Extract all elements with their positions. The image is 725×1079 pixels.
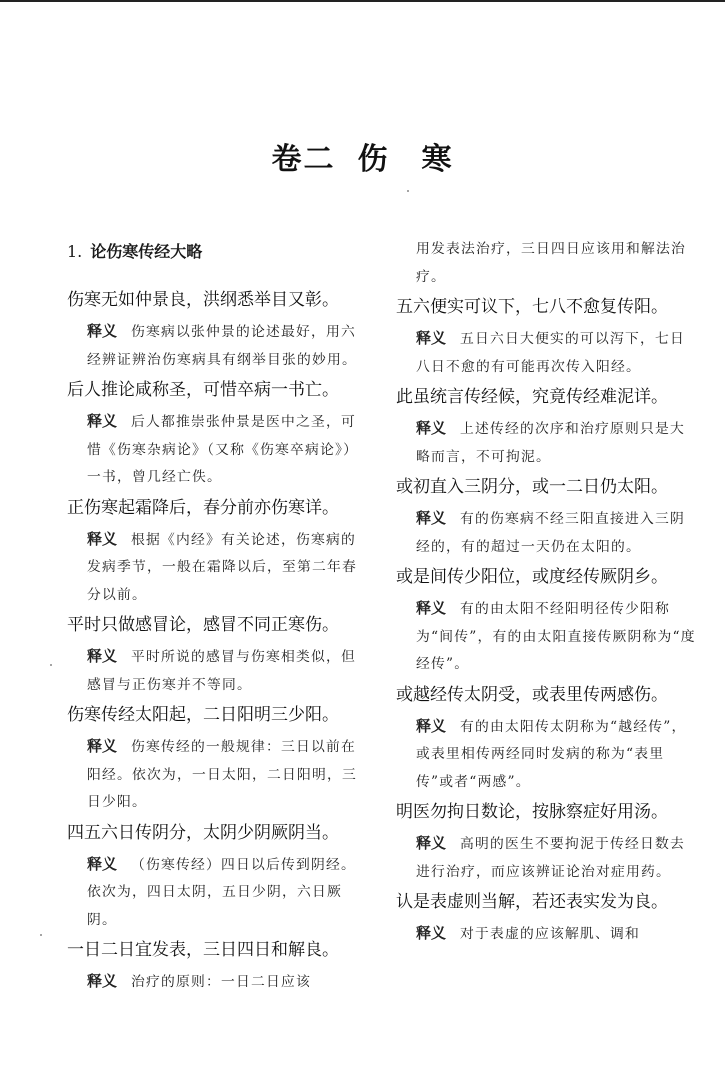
section-number: 1.	[67, 242, 83, 261]
verse-line: 四五六日传阴分，太阴少阴厥阴当。	[67, 822, 339, 843]
explanation-label: 释义	[416, 509, 447, 527]
explanation-label: 释义	[87, 529, 118, 548]
explanation-continuation: 用发表法治疗，三日四日应该用和解法治疗。	[416, 241, 686, 285]
explanation	[67, 643, 367, 699]
explanation-text: 治疗的原则：一日二日应该	[131, 974, 311, 990]
explanation	[396, 830, 696, 886]
explanation-label: 释义	[416, 716, 447, 735]
explanation	[396, 325, 696, 381]
verse-line: 一日二日宜发表，三日四日和解良。	[67, 940, 339, 960]
explanation-label: 释义	[87, 854, 118, 873]
verse-line: 认是表虚则当解，若还表实发为良。	[396, 892, 668, 912]
verse-line: 正伤寒起霜降后，春分前亦伤寒详。	[67, 497, 339, 518]
explanation-text: 伤寒传经的一般规律：三日以前在阳经。依次为，一日太阳，二日阳明，三日少阳。	[87, 739, 357, 810]
explanation-label: 释义	[416, 419, 447, 437]
explanation	[67, 851, 367, 935]
explanation	[396, 415, 696, 471]
explanation	[396, 505, 696, 561]
explanation	[67, 318, 367, 374]
explanation-text: 对于表虚的应该解肌、调和	[460, 926, 640, 942]
chapter-name: 伤 寒	[357, 142, 454, 177]
chapter-number: 卷二	[271, 142, 336, 177]
explanation-text: 根据《内经》有关论述，伤寒病的发病季节，一般在霜降以后，至第二年春分以前。	[87, 531, 357, 603]
explanation	[396, 713, 696, 797]
verse-line: 此虽统言传经候，究竟传经难泥详。	[396, 387, 668, 407]
verse-line: 后人推论咸称圣，可惜卒病一书亡。	[67, 380, 339, 400]
explanation-text: 后人都推崇张仲景是医中之圣，可惜《伤寒杂病论》（又称《伤寒卒病论》）一书，曾几经亡佚。	[87, 414, 359, 485]
explanation-label: 释义	[87, 322, 118, 340]
explanation-text: 有的由太阳传太阴称为“越经传”，或表里相传两经同时发病的称为“表里传”或者“两感”。	[416, 718, 687, 790]
verse-line: 五六便实可议下，七八不愈复传阳。	[396, 297, 668, 317]
explanation-label: 释义	[87, 737, 118, 755]
explanation	[67, 408, 367, 492]
explanation	[67, 968, 367, 997]
explanation-label: 释义	[416, 599, 447, 617]
scan-speck	[40, 934, 42, 936]
verse-line: 平时只做感冒论，感冒不同正寒伤。	[67, 615, 339, 635]
explanation	[396, 595, 696, 679]
explanation-text: 伤寒病以张仲景的论述最好，用六经辨证辨治伤寒病具有纲举目张的妙用。	[87, 324, 357, 368]
right-column	[396, 236, 696, 953]
explanation-text: 平时所说的感冒与伤寒相类似，但感冒与正伤寒并不等同。	[87, 649, 356, 693]
section-heading	[67, 242, 367, 262]
explanation	[67, 733, 367, 817]
explanation-text: 上述传经的次序和治疗原则只是大略而言，不可拘泥。	[416, 421, 685, 465]
chapter-title	[0, 134, 725, 178]
left-column	[67, 236, 367, 1001]
explanation-text: 有的伤寒病不经三阳直接进入三阴经的，有的超过一天仍在太阳的。	[416, 511, 685, 555]
verse-line: 伤寒传经太阳起，二日阳明三少阳。	[67, 705, 339, 725]
explanation-label: 释义	[416, 834, 447, 852]
verse-line: 明医勿拘日数论，按脉察症好用汤。	[396, 802, 668, 822]
scan-speck	[50, 664, 52, 666]
explanation-label: 释义	[416, 924, 447, 942]
explanation-label: 释义	[416, 329, 447, 347]
explanation-text: 五日六日大便实的可以泻下，七日八日不愈的有可能再次传入阳经。	[416, 331, 685, 375]
explanation-text: 有的由太阳不经阳明径传少阳称为“间传”，有的由太阳直接传厥阴称为“度经传”。	[416, 601, 696, 672]
verse-line: 或越经传太阴受，或表里传两感伤。	[396, 684, 668, 705]
explanation	[396, 920, 696, 949]
explanation-label: 释义	[87, 972, 118, 990]
explanation-label: 释义	[87, 412, 118, 430]
verse-line: 伤寒无如仲景良，洪纲悉举目又彰。	[67, 290, 339, 310]
verse-line: 或初直入三阴分，或一二日仍太阳。	[396, 477, 668, 497]
scan-speck	[407, 190, 409, 192]
explanation-text: （伤寒传经）四日以后传到阴经。依次为，四日太阴，五日少阴，六日厥阴。	[87, 856, 356, 928]
explanation-text: 高明的医生不要拘泥于传经日数去进行治疗，而应该辨证论治对症用药。	[416, 836, 685, 880]
top-border-rule	[0, 0, 725, 2]
explanation-label: 释义	[87, 647, 118, 665]
verse-line: 或是间传少阳位，或度经传厥阴乡。	[396, 567, 668, 587]
explanation	[67, 526, 367, 610]
section-title: 论伤寒传经大略	[90, 242, 203, 261]
